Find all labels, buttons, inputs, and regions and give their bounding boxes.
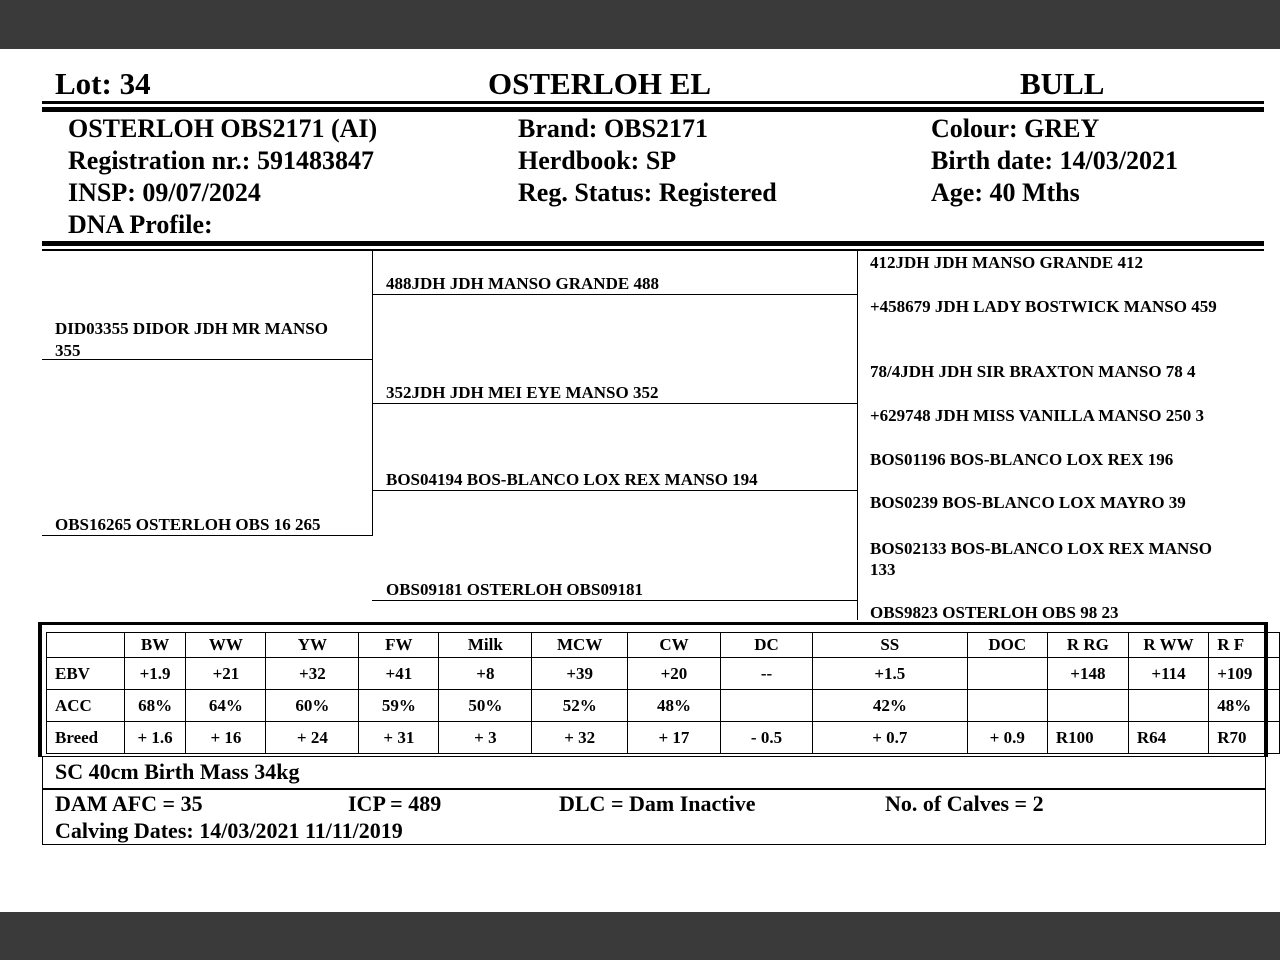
ebv-cell: +109 (1209, 658, 1280, 690)
info-divider-top (42, 241, 1264, 246)
animal-name: OSTERLOH EL (488, 66, 712, 101)
acc-cell: 68% (124, 690, 186, 722)
acc-cell: 50% (439, 690, 532, 722)
dam-dam: OBS09181 OSTERLOH OBS09181 (386, 580, 643, 599)
breed-cell: + 0.7 (813, 722, 968, 754)
ebv-header-cell: WW (186, 633, 266, 658)
ancestor: 78/4JDH JDH SIR BRAXTON MANSO 78 4 (870, 362, 1196, 381)
ancestor: +458679 JDH LADY BOSTWICK MANSO 459 (870, 297, 1217, 316)
ebv-header-cell: BW (124, 633, 186, 658)
ebv-cell: +41 (359, 658, 439, 690)
ebv-cell: +148 (1047, 658, 1128, 690)
sire-sire: 488JDH JDH MANSO GRANDE 488 (386, 274, 659, 293)
ebv-header-row (47, 633, 1280, 658)
ebv-header-cell: FW (359, 633, 439, 658)
birth-date: Birth date: 14/03/2021 (931, 146, 1178, 175)
pedigree-line (372, 490, 858, 491)
ebv-cell: +8 (439, 658, 532, 690)
breed-row (47, 722, 1280, 754)
ebv-cell: -- (720, 658, 812, 690)
ebv-header-cell: DOC (967, 633, 1047, 658)
sire-name-cont: 355 (55, 341, 81, 360)
ebv-header-cell: YW (266, 633, 359, 658)
breed-cell: R100 (1047, 722, 1128, 754)
acc-cell (1128, 690, 1208, 722)
bottom-bar (0, 912, 1280, 960)
breed-cell: + 1.6 (124, 722, 186, 754)
ebv-header-cell: Milk (439, 633, 532, 658)
ancestor-name-cont: 133 (870, 560, 896, 579)
ancestor: BOS01196 BOS-BLANCO LOX REX 196 (870, 450, 1174, 469)
calving-dates: Calving Dates: 14/03/2021 11/11/2019 (55, 818, 403, 843)
ebv-header-cell: R F (1209, 633, 1280, 658)
ancestor-name: BOS02133 BOS-BLANCO LOX REX MANSO (870, 539, 1212, 558)
acc-cell (967, 690, 1047, 722)
animal-id: OSTERLOH OBS2171 (AI) (68, 114, 378, 143)
top-bar (0, 0, 1280, 49)
dam-afc: DAM AFC = 35 (55, 791, 203, 816)
pedigree-line (372, 294, 858, 295)
ebv-header-cell: DC (720, 633, 812, 658)
breed-cell: R70 (1209, 722, 1280, 754)
acc-cell: 42% (813, 690, 968, 722)
lot-number: Lot: 34 (55, 66, 151, 101)
pedigree-line (372, 403, 858, 404)
ebv-cell: +32 (266, 658, 359, 690)
pedigree-line (857, 250, 858, 620)
dna-profile: DNA Profile: (68, 210, 213, 239)
ancestor: BOS0239 BOS-BLANCO LOX MAYRO 39 (870, 493, 1186, 512)
pedigree-line (372, 250, 373, 536)
sc-birth-mass: SC 40cm Birth Mass 34kg (55, 759, 300, 784)
ebv-header-cell: CW (628, 633, 721, 658)
icp: ICP = 489 (348, 791, 442, 816)
breed-row-label: Breed (47, 722, 125, 754)
acc-cell: 59% (359, 690, 439, 722)
sire-name: DID03355 DIDOR JDH MR MANSO (55, 319, 328, 338)
ebv-cell: +114 (1128, 658, 1208, 690)
breed-cell: + 16 (186, 722, 266, 754)
breed-cell: + 0.9 (967, 722, 1047, 754)
acc-cell: 48% (628, 690, 721, 722)
ebv-cell: +39 (532, 658, 628, 690)
ancestor: +629748 JDH MISS VANILLA MANSO 250 3 (870, 406, 1204, 425)
pedigree-line (42, 535, 373, 536)
breed-cell: + 31 (359, 722, 439, 754)
brand: Brand: OBS2171 (518, 114, 708, 143)
sire (55, 318, 328, 362)
ebv-header-cell (47, 633, 125, 658)
reg-status: Reg. Status: Registered (518, 178, 777, 207)
breed-cell: + 3 (439, 722, 532, 754)
info-divider-bottom (42, 249, 1264, 251)
herdbook: Herdbook: SP (518, 146, 677, 175)
ancestor (870, 538, 1212, 580)
acc-row-label: ACC (47, 690, 125, 722)
acc-cell: 52% (532, 690, 628, 722)
ebv-cell: +1.9 (124, 658, 186, 690)
acc-cell: 48% (1209, 690, 1280, 722)
acc-cell (720, 690, 812, 722)
ebv-header-cell: MCW (532, 633, 628, 658)
ancestor: OBS9823 OSTERLOH OBS 98 23 (870, 603, 1119, 622)
info-column-left (68, 113, 377, 241)
colour: Colour: GREY (931, 114, 1100, 143)
acc-row (47, 690, 1280, 722)
inspection-date: INSP: 09/07/2024 (68, 178, 261, 207)
info-column-right (931, 113, 1178, 209)
no-of-calves: No. of Calves = 2 (885, 791, 1044, 816)
ebv-header-cell: R WW (1128, 633, 1208, 658)
ebv-row-label: EBV (47, 658, 125, 690)
header-divider-bottom (42, 107, 1264, 112)
breed-cell: - 0.5 (720, 722, 812, 754)
ebv-row (47, 658, 1280, 690)
info-column-middle (518, 113, 777, 209)
sire-dam: 352JDH JDH MEI EYE MANSO 352 (386, 383, 659, 402)
acc-cell: 60% (266, 690, 359, 722)
breed-cell: + 32 (532, 722, 628, 754)
ebv-cell (967, 658, 1047, 690)
ebv-cell: +21 (186, 658, 266, 690)
dam-sire: BOS04194 BOS-BLANCO LOX REX MANSO 194 (386, 470, 758, 489)
ebv-frame-top (38, 622, 1268, 625)
animal-sex: BULL (1020, 66, 1105, 101)
ancestor: 412JDH JDH MANSO GRANDE 412 (870, 253, 1143, 272)
ebv-cell: +1.5 (813, 658, 968, 690)
ebv-header-cell: SS (813, 633, 968, 658)
dlc: DLC = Dam Inactive (559, 791, 756, 816)
ebv-header-cell: R RG (1047, 633, 1128, 658)
registration-number: Registration nr.: 591483847 (68, 146, 374, 175)
acc-cell (1047, 690, 1128, 722)
age: Age: 40 Mths (931, 178, 1080, 207)
header-divider-top (42, 101, 1264, 104)
acc-cell: 64% (186, 690, 266, 722)
dam: OBS16265 OSTERLOH OBS 16 265 (55, 515, 321, 534)
breed-cell: R64 (1128, 722, 1208, 754)
ebv-cell: +20 (628, 658, 721, 690)
pedigree-line (372, 600, 858, 601)
breed-cell: + 24 (266, 722, 359, 754)
breed-cell: + 17 (628, 722, 721, 754)
ebv-frame-left (38, 622, 42, 757)
ebv-table (46, 632, 1280, 754)
